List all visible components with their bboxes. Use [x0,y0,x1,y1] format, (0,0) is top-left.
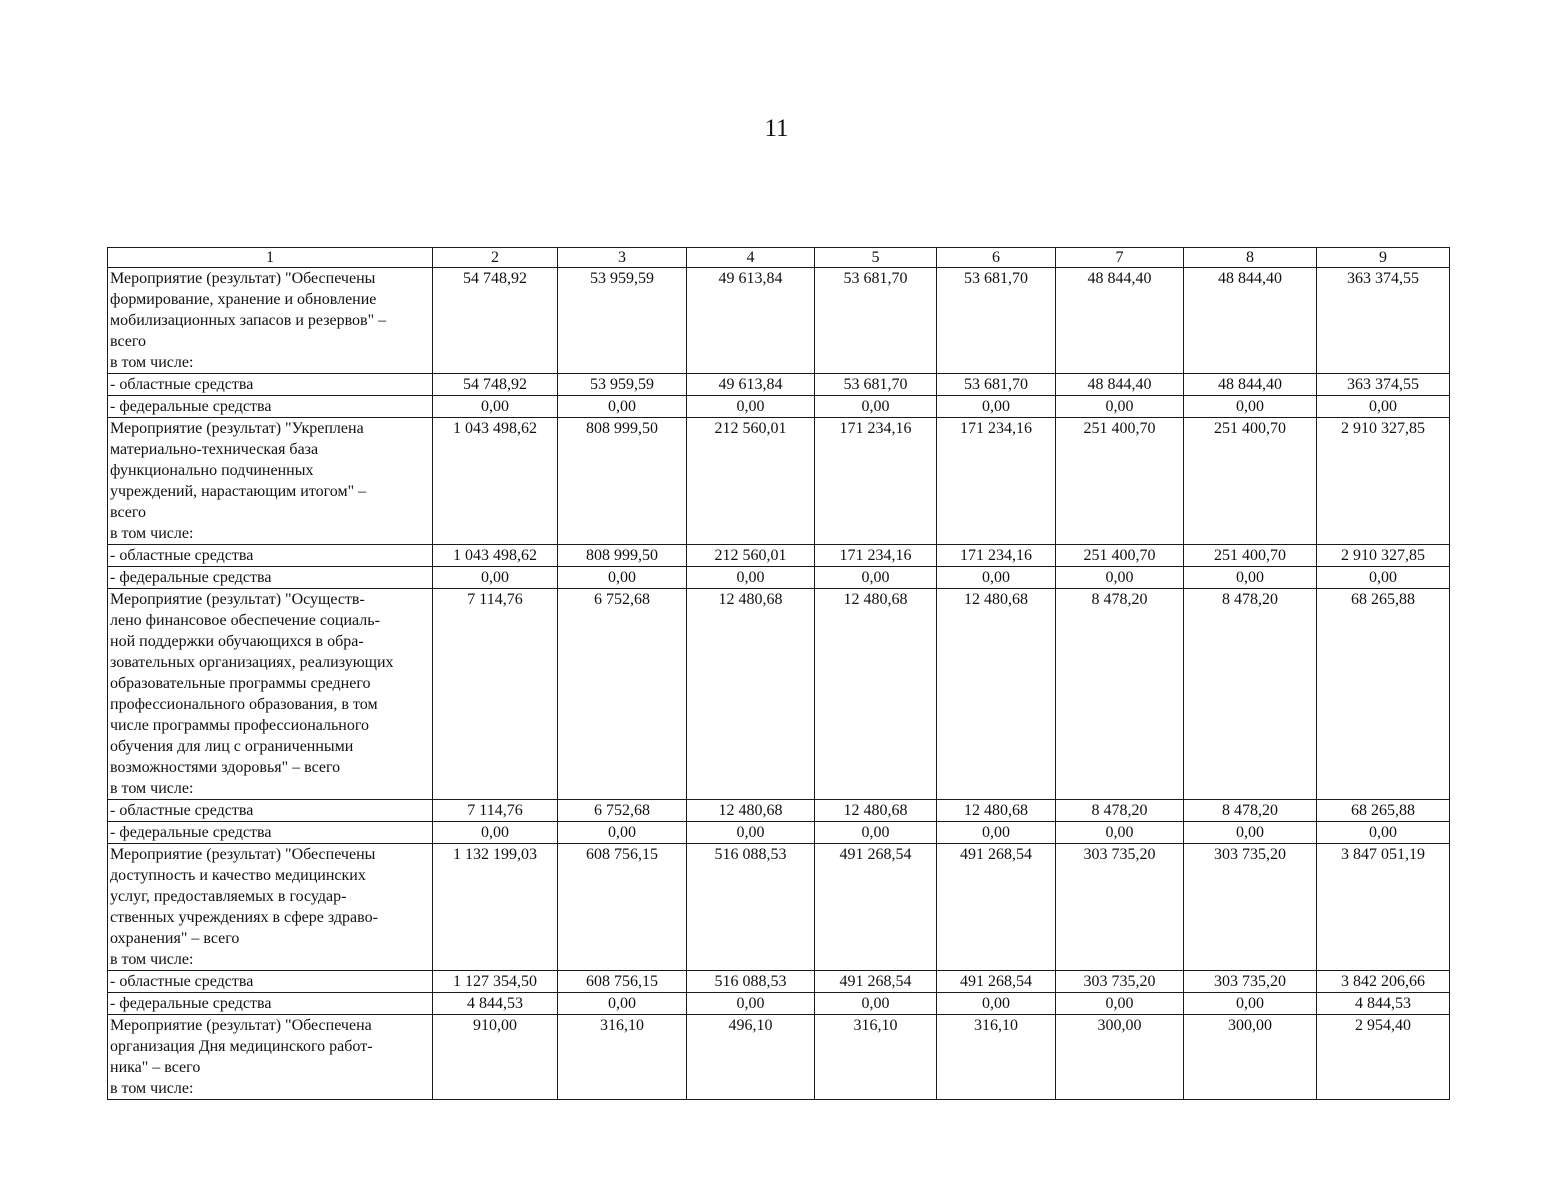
table-body [108,248,1450,1100]
value-cell: 0,00 [687,567,815,589]
value-cell: 300,00 [1184,1015,1317,1100]
value-cell: 8 478,20 [1056,589,1184,800]
value-cell: 363 374,55 [1317,268,1450,374]
table-subrow [108,567,1450,589]
value-cell: 0,00 [687,993,815,1015]
value-cell: 212 560,01 [687,545,815,567]
value-cell: 2 910 327,85 [1317,418,1450,545]
table-subrow [108,971,1450,993]
value-cell: 4 844,53 [1317,993,1450,1015]
value-cell: 251 400,70 [1184,418,1317,545]
value-cell: 251 400,70 [1184,545,1317,567]
header-cell: 4 [687,248,815,268]
row-label: - федеральные средства [108,822,433,844]
value-cell: 303 735,20 [1184,971,1317,993]
value-cell: 491 268,54 [937,971,1056,993]
value-cell: 2 954,40 [1317,1015,1450,1100]
value-cell: 0,00 [1317,567,1450,589]
value-cell: 0,00 [1056,822,1184,844]
value-cell: 516 088,53 [687,844,815,971]
value-cell: 8 478,20 [1184,800,1317,822]
row-label: Мероприятие (результат) "Осуществ- лено финансовое обеспечение социаль- ной поддержки обучающихся в обра- зовательных организациях, реализующих образовательные программы среднего профессионального образования, в том числе программы профессионального обучения для лиц с ограниченными возможностями здоровья" – всего в том числе: [108,589,433,800]
value-cell: 363 374,55 [1317,374,1450,396]
table-row [108,844,1450,971]
value-cell: 808 999,50 [558,545,687,567]
value-cell: 3 847 051,19 [1317,844,1450,971]
header-cell: 3 [558,248,687,268]
value-cell: 48 844,40 [1184,374,1317,396]
value-cell: 68 265,88 [1317,800,1450,822]
value-cell: 0,00 [937,822,1056,844]
value-cell: 0,00 [937,396,1056,418]
header-cell: 7 [1056,248,1184,268]
page-number: 11 [764,115,789,142]
value-cell: 303 735,20 [1184,844,1317,971]
value-cell: 0,00 [687,396,815,418]
value-cell: 6 752,68 [558,589,687,800]
value-cell: 48 844,40 [1056,374,1184,396]
value-cell: 53 959,59 [558,374,687,396]
value-cell: 303 735,20 [1056,971,1184,993]
value-cell: 491 268,54 [815,844,937,971]
value-cell: 1 132 199,03 [433,844,558,971]
value-cell: 0,00 [433,822,558,844]
header-cell: 6 [937,248,1056,268]
value-cell: 4 844,53 [433,993,558,1015]
value-cell: 0,00 [1184,993,1317,1015]
value-cell: 48 844,40 [1184,268,1317,374]
value-cell: 6 752,68 [558,800,687,822]
value-cell: 0,00 [815,567,937,589]
value-cell: 53 681,70 [937,268,1056,374]
value-cell: 171 234,16 [815,545,937,567]
value-cell: 171 234,16 [815,418,937,545]
row-label: - областные средства [108,800,433,822]
header-row [108,248,1450,268]
table-subrow [108,396,1450,418]
value-cell: 0,00 [433,567,558,589]
row-label: Мероприятие (результат) "Обеспечены доступность и качество медицинских услуг, предоставляемых в государ- ственных учреждениях в сфере здраво- охранения" – всего в том числе: [108,844,433,971]
value-cell: 49 613,84 [687,268,815,374]
value-cell: 0,00 [687,822,815,844]
value-cell: 300,00 [1056,1015,1184,1100]
value-cell: 910,00 [433,1015,558,1100]
value-cell: 0,00 [937,993,1056,1015]
value-cell: 68 265,88 [1317,589,1450,800]
value-cell: 7 114,76 [433,589,558,800]
value-cell: 0,00 [1317,396,1450,418]
value-cell: 1 043 498,62 [433,418,558,545]
value-cell: 516 088,53 [687,971,815,993]
value-cell: 0,00 [1056,396,1184,418]
value-cell: 0,00 [558,993,687,1015]
table-subrow [108,822,1450,844]
value-cell: 0,00 [558,567,687,589]
value-cell: 251 400,70 [1056,418,1184,545]
value-cell: 608 756,15 [558,844,687,971]
value-cell: 808 999,50 [558,418,687,545]
row-label: Мероприятие (результат) "Обеспечены формирование, хранение и обновление мобилизационных запасов и резервов" – всего в том числе: [108,268,433,374]
value-cell: 12 480,68 [815,800,937,822]
value-cell: 171 234,16 [937,418,1056,545]
value-cell: 491 268,54 [937,844,1056,971]
value-cell: 48 844,40 [1056,268,1184,374]
value-cell: 1 043 498,62 [433,545,558,567]
value-cell: 12 480,68 [687,589,815,800]
table-subrow [108,993,1450,1015]
value-cell: 491 268,54 [815,971,937,993]
value-cell: 3 842 206,66 [1317,971,1450,993]
table-row [108,1015,1450,1100]
value-cell: 12 480,68 [815,589,937,800]
value-cell: 53 681,70 [937,374,1056,396]
value-cell: 608 756,15 [558,971,687,993]
value-cell: 251 400,70 [1056,545,1184,567]
table-subrow [108,800,1450,822]
value-cell: 54 748,92 [433,374,558,396]
row-label: - федеральные средства [108,993,433,1015]
table-row [108,589,1450,800]
value-cell: 0,00 [937,567,1056,589]
table-row [108,268,1450,374]
value-cell: 53 681,70 [815,268,937,374]
value-cell: 53 959,59 [558,268,687,374]
row-label: Мероприятие (результат) "Обеспечена организация Дня медицинского работ- ника" – всего в том числе: [108,1015,433,1100]
value-cell: 53 681,70 [815,374,937,396]
value-cell: 316,10 [558,1015,687,1100]
value-cell: 8 478,20 [1056,800,1184,822]
value-cell: 7 114,76 [433,800,558,822]
value-cell: 0,00 [815,822,937,844]
value-cell: 316,10 [815,1015,937,1100]
row-label: - областные средства [108,374,433,396]
value-cell: 0,00 [815,993,937,1015]
value-cell: 496,10 [687,1015,815,1100]
value-cell: 0,00 [1184,396,1317,418]
row-label: - областные средства [108,971,433,993]
value-cell: 1 127 354,50 [433,971,558,993]
row-label: - областные средства [108,545,433,567]
table-row [108,418,1450,545]
value-cell: 212 560,01 [687,418,815,545]
value-cell: 12 480,68 [937,800,1056,822]
header-cell: 5 [815,248,937,268]
row-label: - федеральные средства [108,567,433,589]
header-cell: 9 [1317,248,1450,268]
value-cell: 0,00 [558,396,687,418]
value-cell: 303 735,20 [1056,844,1184,971]
table-subrow [108,374,1450,396]
value-cell: 0,00 [1184,822,1317,844]
value-cell: 49 613,84 [687,374,815,396]
financing-table [107,247,1450,1100]
table-subrow [108,545,1450,567]
financing-table-wrapper [107,247,1449,1100]
value-cell: 171 234,16 [937,545,1056,567]
value-cell: 0,00 [1056,567,1184,589]
value-cell: 316,10 [937,1015,1056,1100]
header-cell: 1 [108,248,433,268]
value-cell: 2 910 327,85 [1317,545,1450,567]
header-cell: 8 [1184,248,1317,268]
value-cell: 12 480,68 [687,800,815,822]
value-cell: 12 480,68 [937,589,1056,800]
value-cell: 0,00 [433,396,558,418]
header-cell: 2 [433,248,558,268]
value-cell: 0,00 [1317,822,1450,844]
value-cell: 0,00 [1056,993,1184,1015]
value-cell: 0,00 [558,822,687,844]
value-cell: 54 748,92 [433,268,558,374]
value-cell: 0,00 [815,396,937,418]
row-label: Мероприятие (результат) "Укреплена материально-техническая база функционально подчиненных учреждений, нарастающим итогом" – всего в том числе: [108,418,433,545]
row-label: - федеральные средства [108,396,433,418]
value-cell: 0,00 [1184,567,1317,589]
value-cell: 8 478,20 [1184,589,1317,800]
